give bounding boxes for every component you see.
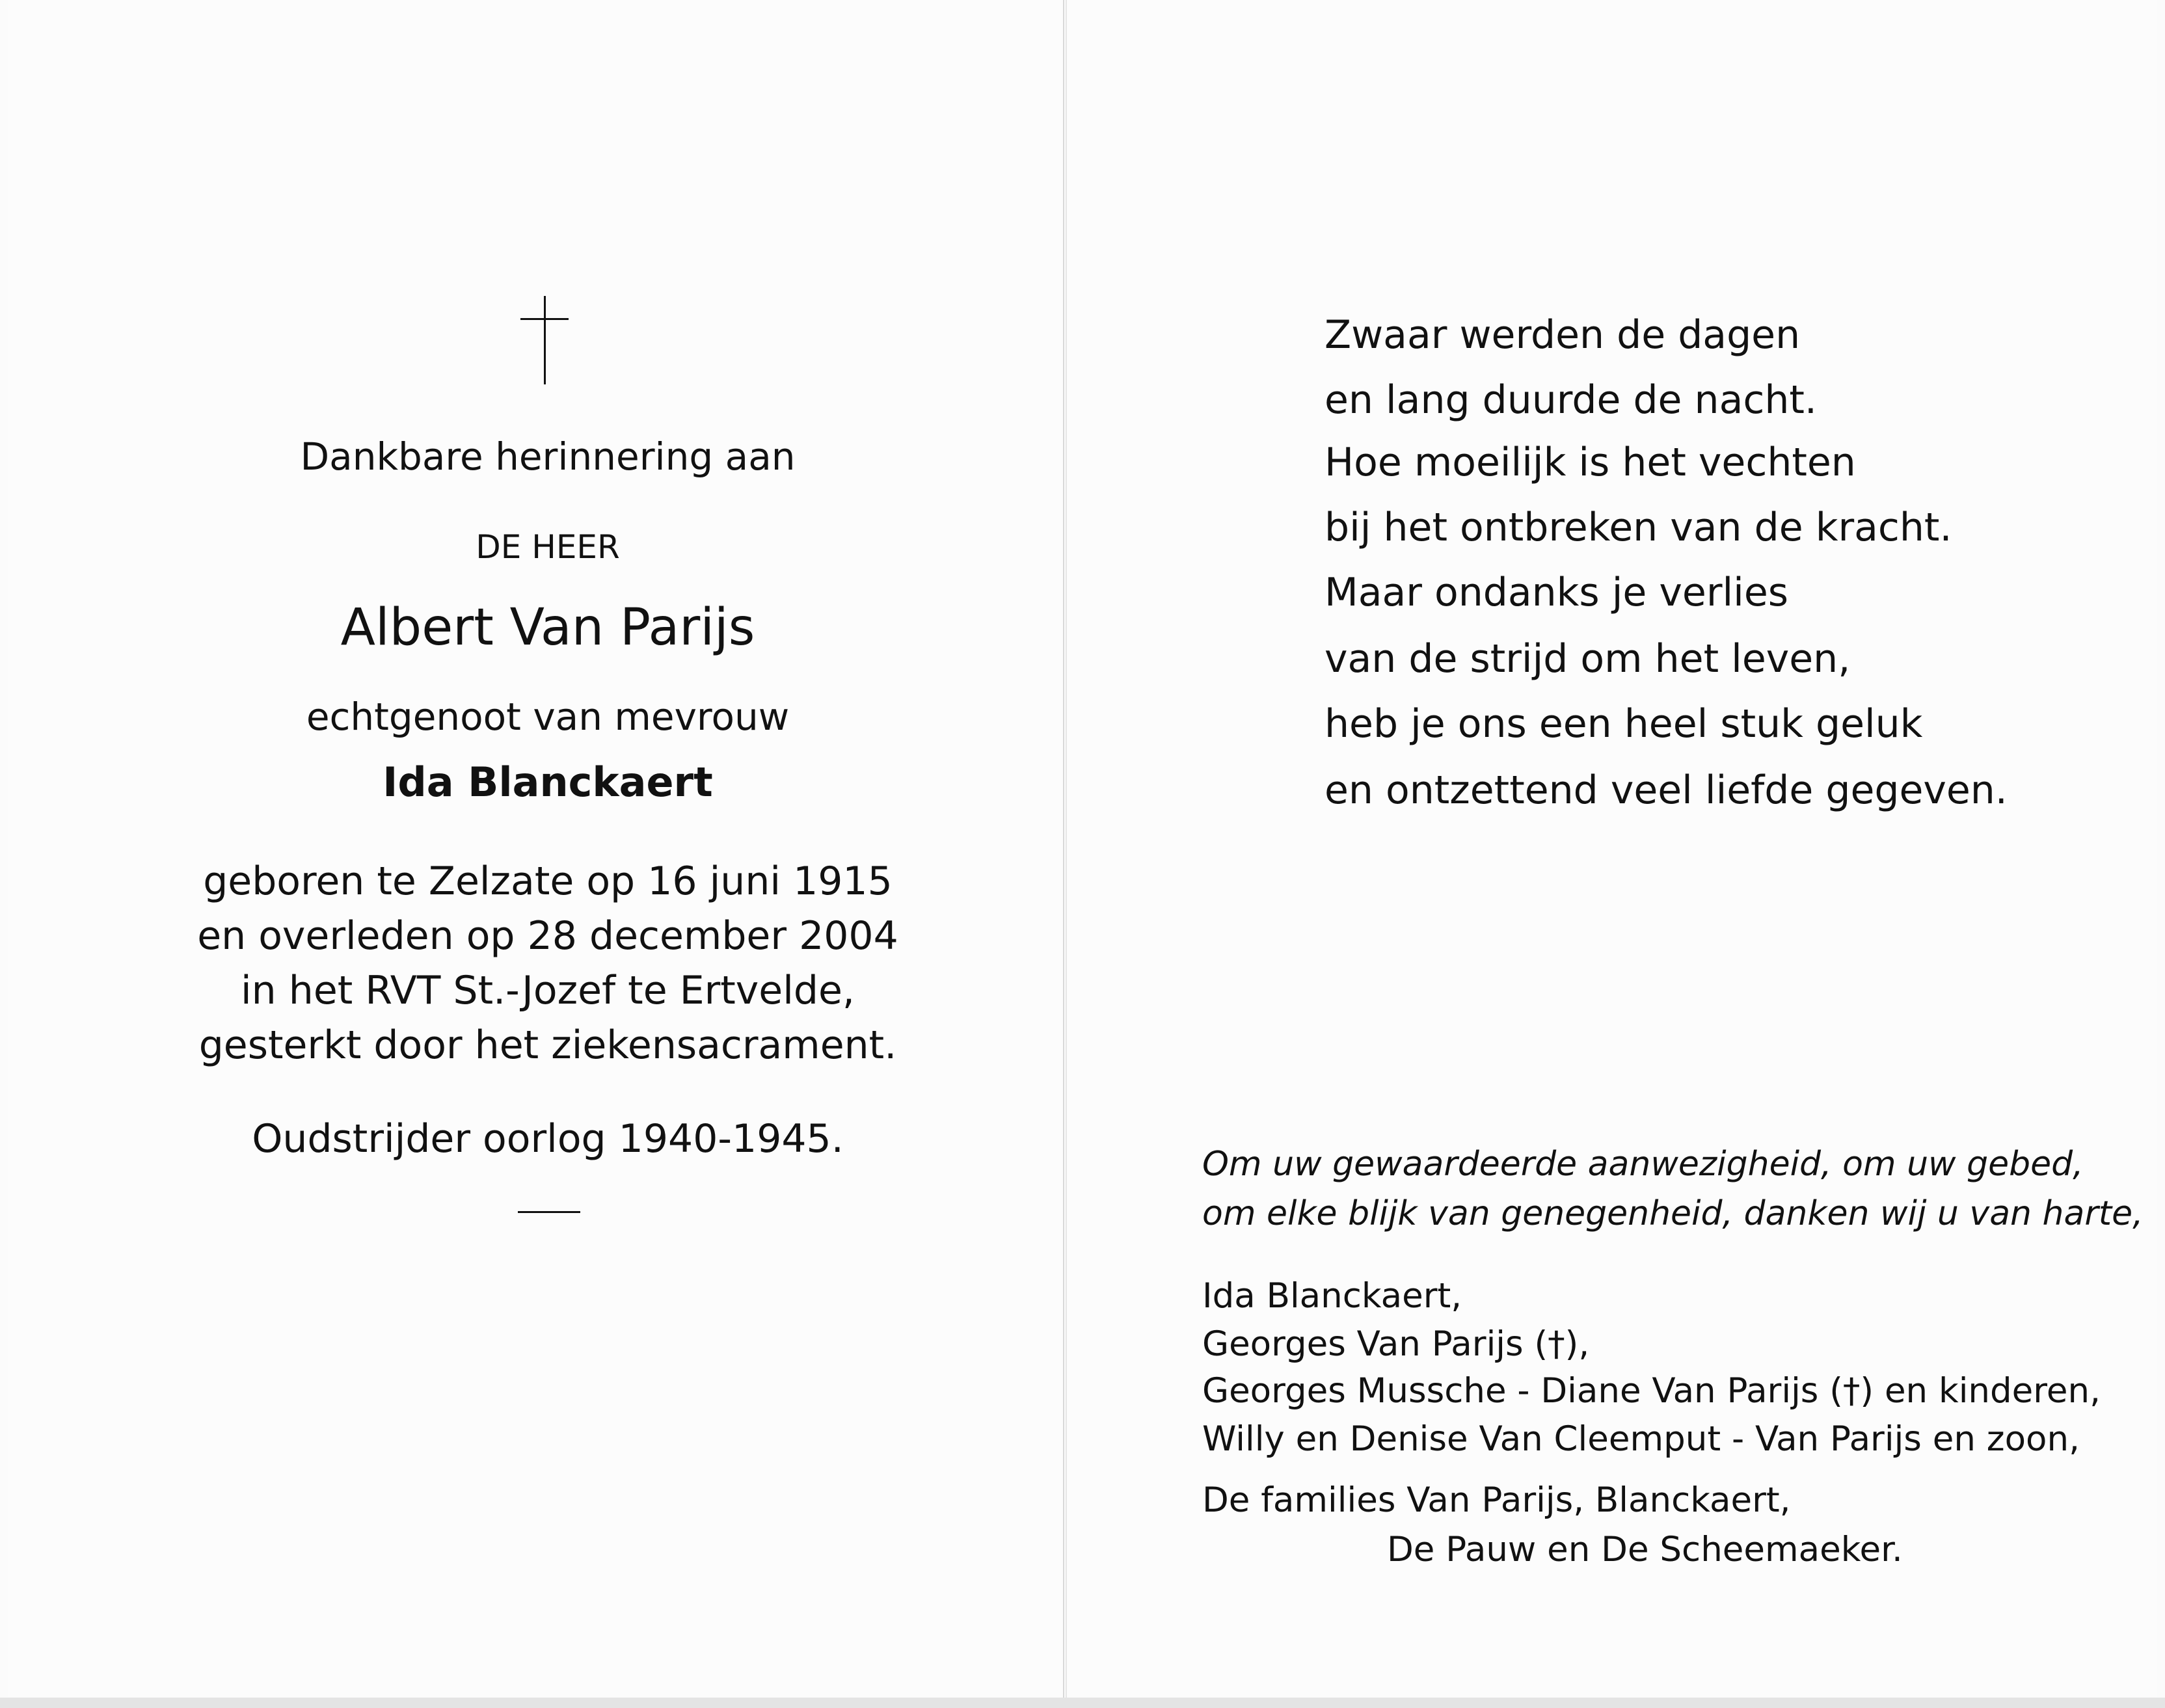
intro-text: Dankbare herinnering aan [300,434,796,479]
cross-icon [520,296,569,384]
spouse-label: echtgenoot van mevrouw [306,695,790,739]
family-line: De families Van Parijs, Blanckaert, [1202,1480,1791,1520]
left-panel [8,0,1064,1699]
poem-line: en ontzettend veel liefde gegeven. [1325,767,2008,813]
life-line: geboren te Zelzate op 16 juni 1915 [203,859,893,904]
poem-line: heb je ons een heel stuk geluk [1325,701,1923,747]
family-line: De Pauw en De Scheemaeker. [1387,1530,1903,1569]
deceased-name: Albert Van Parijs [340,598,755,657]
honorific: DE HEER [476,528,620,566]
poem-line: bij het ontbreken van de kracht. [1325,505,1952,550]
life-line: gesterkt door het ziekensacrament. [198,1022,897,1068]
thanks-line: om elke blijk van genegenheid, danken wij u van harte, [1202,1194,2144,1233]
poem-line: Maar ondanks je verlies [1325,570,1788,615]
divider [518,1211,580,1213]
poem-line: van de strijd om het leven, [1325,636,1851,682]
veteran-text: Oudstrijder oorlog 1940-1945. [252,1116,844,1162]
family-line: Georges Mussche - Diane Van Parijs (†) en kinderen, [1202,1371,2101,1411]
poem-line: Hoe moeilijk is het vechten [1325,440,1856,485]
family-line: Ida Blanckaert, [1202,1276,1462,1316]
family-line: Georges Van Parijs (†), [1202,1324,1590,1364]
card-bottom-edge [0,1698,2165,1708]
thanks-line: Om uw gewaardeerde aanwezigheid, om uw gebed, [1202,1145,2084,1184]
poem-line: en lang duurde de nacht. [1325,377,1817,423]
life-line: en overleden op 28 december 2004 [197,913,898,959]
life-line: in het RVT St.-Jozef te Ertvelde, [241,968,855,1013]
family-line: Willy en Denise Van Cleemput - Van Parijs en zoon, [1202,1419,2080,1459]
poem-line: Zwaar werden de dagen [1325,312,1801,358]
spouse-name: Ida Blanckaert [383,758,713,806]
